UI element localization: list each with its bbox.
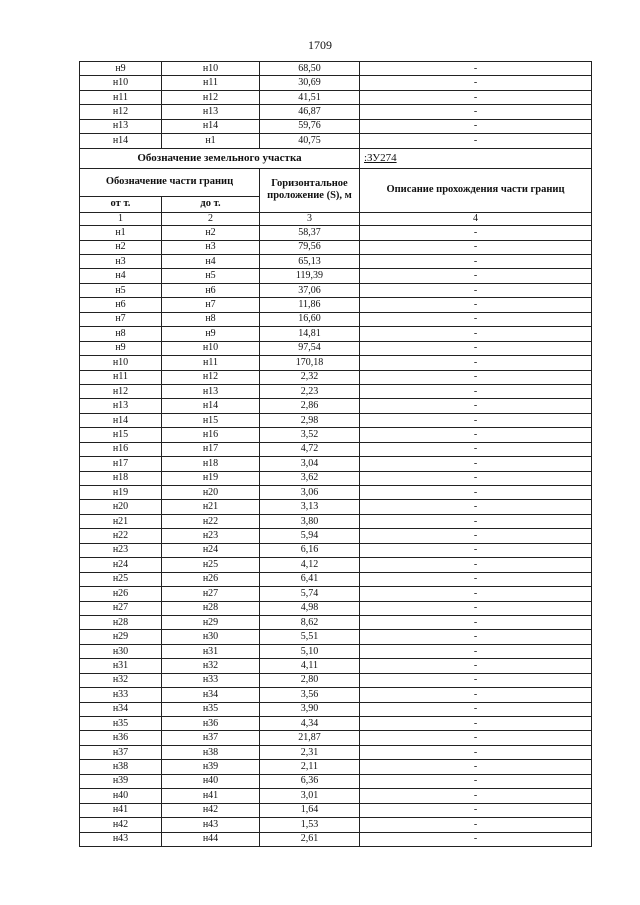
distance-cell: 41,51	[260, 90, 360, 104]
from-point-cell: н40	[80, 789, 162, 803]
to-point-cell: н14	[162, 119, 260, 133]
description-cell: -	[360, 601, 592, 615]
top-rows-section	[80, 62, 592, 149]
from-point-cell: н9	[80, 341, 162, 355]
from-point-cell: н42	[80, 818, 162, 832]
to-point-cell: н12	[162, 90, 260, 104]
to-point-cell: н20	[162, 486, 260, 500]
from-point-cell: н27	[80, 601, 162, 615]
from-point-cell: н22	[80, 529, 162, 543]
to-point-cell: н30	[162, 630, 260, 644]
column-number: 1	[80, 212, 162, 226]
to-point-cell: н12	[162, 370, 260, 384]
column-number: 4	[360, 212, 592, 226]
description-cell: -	[360, 774, 592, 788]
distance-cell: 3,52	[260, 428, 360, 442]
description-cell: -	[360, 240, 592, 254]
distance-cell: 5,51	[260, 630, 360, 644]
table-row	[80, 702, 592, 716]
distance-cell: 2,80	[260, 673, 360, 687]
to-point-cell: н11	[162, 356, 260, 370]
from-point-cell: н30	[80, 644, 162, 658]
description-cell: -	[360, 384, 592, 398]
plot-row	[80, 148, 592, 168]
to-point-cell: н10	[162, 62, 260, 76]
from-point-cell: н28	[80, 615, 162, 629]
from-point-cell: н17	[80, 457, 162, 471]
description-cell: -	[360, 105, 592, 119]
to-point-cell: н25	[162, 558, 260, 572]
table-row	[80, 255, 592, 269]
distance-cell: 3,62	[260, 471, 360, 485]
table-row	[80, 327, 592, 341]
to-point-cell: н22	[162, 514, 260, 528]
description-cell: -	[360, 226, 592, 240]
distance-cell: 6,36	[260, 774, 360, 788]
to-point-cell: н5	[162, 269, 260, 283]
distance-cell: 170,18	[260, 356, 360, 370]
description-cell: -	[360, 818, 592, 832]
distance-cell: 97,54	[260, 341, 360, 355]
table-row	[80, 514, 592, 528]
distance-cell: 3,13	[260, 500, 360, 514]
description-cell: -	[360, 529, 592, 543]
to-point-cell: н18	[162, 457, 260, 471]
from-point-cell: н37	[80, 745, 162, 759]
from-point-cell: н15	[80, 428, 162, 442]
to-point-cell: н7	[162, 298, 260, 312]
table-row	[80, 341, 592, 355]
plot-label: Обозначение земельного участка	[80, 148, 360, 168]
from-point-cell: н3	[80, 255, 162, 269]
to-point-cell: н9	[162, 327, 260, 341]
distance-cell: 3,56	[260, 688, 360, 702]
distance-cell: 2,31	[260, 745, 360, 759]
distance-cell: 5,94	[260, 529, 360, 543]
from-point-cell: н13	[80, 399, 162, 413]
table-row	[80, 587, 592, 601]
to-point-cell: н17	[162, 442, 260, 456]
distance-cell: 4,34	[260, 717, 360, 731]
distance-cell: 2,32	[260, 370, 360, 384]
from-point-cell: н14	[80, 134, 162, 148]
from-point-cell: н36	[80, 731, 162, 745]
table-row	[80, 413, 592, 427]
description-cell: -	[360, 327, 592, 341]
description-cell: -	[360, 298, 592, 312]
to-point-cell: н35	[162, 702, 260, 716]
plot-designation: :ЗУ274	[360, 148, 592, 168]
distance-cell: 59,76	[260, 119, 360, 133]
to-point-cell: н40	[162, 774, 260, 788]
to-point-cell: н2	[162, 226, 260, 240]
from-point-cell: н32	[80, 673, 162, 687]
to-point-cell: н14	[162, 399, 260, 413]
to-point-cell: н10	[162, 341, 260, 355]
table-row	[80, 558, 592, 572]
table-row	[80, 119, 592, 133]
table-row	[80, 356, 592, 370]
column-number: 3	[260, 212, 360, 226]
table-row	[80, 90, 592, 104]
table-row	[80, 543, 592, 557]
description-cell: -	[360, 543, 592, 557]
distance-cell: 3,04	[260, 457, 360, 471]
to-point-cell: н32	[162, 659, 260, 673]
description-cell: -	[360, 399, 592, 413]
from-point-cell: н23	[80, 543, 162, 557]
description-cell: -	[360, 731, 592, 745]
distance-cell: 30,69	[260, 76, 360, 90]
to-point-cell: н36	[162, 717, 260, 731]
description-cell: -	[360, 644, 592, 658]
to-point-cell: н8	[162, 312, 260, 326]
to-point-cell: н13	[162, 384, 260, 398]
table-row	[80, 471, 592, 485]
table-row	[80, 269, 592, 283]
description-cell: -	[360, 356, 592, 370]
description-cell: -	[360, 832, 592, 846]
column-number: 2	[162, 212, 260, 226]
header-from-point: от т.	[80, 196, 162, 212]
distance-cell: 2,98	[260, 413, 360, 427]
from-point-cell: н43	[80, 832, 162, 846]
boundary-table	[79, 61, 592, 847]
table-row	[80, 384, 592, 398]
table-row	[80, 428, 592, 442]
distance-cell: 21,87	[260, 731, 360, 745]
description-cell: -	[360, 587, 592, 601]
description-cell: -	[360, 558, 592, 572]
description-cell: -	[360, 630, 592, 644]
from-point-cell: н12	[80, 384, 162, 398]
description-cell: -	[360, 62, 592, 76]
description-cell: -	[360, 76, 592, 90]
from-point-cell: н35	[80, 717, 162, 731]
to-point-cell: н44	[162, 832, 260, 846]
table-row	[80, 789, 592, 803]
description-cell: -	[360, 119, 592, 133]
description-cell: -	[360, 428, 592, 442]
to-point-cell: н13	[162, 105, 260, 119]
distance-cell: 2,86	[260, 399, 360, 413]
description-cell: -	[360, 688, 592, 702]
table-row	[80, 105, 592, 119]
description-cell: -	[360, 471, 592, 485]
to-point-cell: н21	[162, 500, 260, 514]
distance-cell: 16,60	[260, 312, 360, 326]
description-cell: -	[360, 500, 592, 514]
from-point-cell: н19	[80, 486, 162, 500]
from-point-cell: н2	[80, 240, 162, 254]
from-point-cell: н10	[80, 356, 162, 370]
table-row	[80, 630, 592, 644]
from-point-cell: н31	[80, 659, 162, 673]
distance-cell: 8,62	[260, 615, 360, 629]
from-point-cell: н7	[80, 312, 162, 326]
description-cell: -	[360, 702, 592, 716]
table-row	[80, 457, 592, 471]
column-number-row	[80, 212, 592, 226]
to-point-cell: н29	[162, 615, 260, 629]
table-row	[80, 76, 592, 90]
description-cell: -	[360, 413, 592, 427]
distance-cell: 1,64	[260, 803, 360, 817]
from-point-cell: н4	[80, 269, 162, 283]
to-point-cell: н38	[162, 745, 260, 759]
table-row	[80, 226, 592, 240]
from-point-cell: н25	[80, 572, 162, 586]
distance-cell: 4,12	[260, 558, 360, 572]
to-point-cell: н11	[162, 76, 260, 90]
to-point-cell: н42	[162, 803, 260, 817]
description-cell: -	[360, 615, 592, 629]
header-row-1	[80, 168, 592, 196]
table-row	[80, 818, 592, 832]
from-point-cell: н11	[80, 90, 162, 104]
header-boundary-parts: Обозначение части границ	[80, 168, 260, 196]
to-point-cell: н31	[162, 644, 260, 658]
distance-cell: 14,81	[260, 327, 360, 341]
to-point-cell: н15	[162, 413, 260, 427]
description-cell: -	[360, 803, 592, 817]
table-row	[80, 832, 592, 846]
table-row	[80, 745, 592, 759]
table-row	[80, 486, 592, 500]
table-row	[80, 774, 592, 788]
table-row	[80, 688, 592, 702]
distance-cell: 58,37	[260, 226, 360, 240]
from-point-cell: н38	[80, 760, 162, 774]
table-row	[80, 601, 592, 615]
to-point-cell: н1	[162, 134, 260, 148]
to-point-cell: н28	[162, 601, 260, 615]
distance-cell: 37,06	[260, 283, 360, 297]
distance-cell: 4,98	[260, 601, 360, 615]
description-cell: -	[360, 789, 592, 803]
description-cell: -	[360, 514, 592, 528]
table-row	[80, 673, 592, 687]
from-point-cell: н16	[80, 442, 162, 456]
distance-cell: 119,39	[260, 269, 360, 283]
to-point-cell: н34	[162, 688, 260, 702]
distance-cell: 68,50	[260, 62, 360, 76]
table-row	[80, 399, 592, 413]
distance-cell: 2,11	[260, 760, 360, 774]
from-point-cell: н24	[80, 558, 162, 572]
description-cell: -	[360, 457, 592, 471]
from-point-cell: н9	[80, 62, 162, 76]
to-point-cell: н24	[162, 543, 260, 557]
table-row	[80, 803, 592, 817]
boundary-rows-section	[80, 226, 592, 847]
from-point-cell: н29	[80, 630, 162, 644]
to-point-cell: н37	[162, 731, 260, 745]
description-cell: -	[360, 659, 592, 673]
distance-cell: 3,90	[260, 702, 360, 716]
to-point-cell: н43	[162, 818, 260, 832]
table-row	[80, 500, 592, 514]
table-row	[80, 442, 592, 456]
from-point-cell: н20	[80, 500, 162, 514]
table-row	[80, 370, 592, 384]
from-point-cell: н26	[80, 587, 162, 601]
distance-cell: 40,75	[260, 134, 360, 148]
distance-cell: 5,10	[260, 644, 360, 658]
to-point-cell: н23	[162, 529, 260, 543]
distance-cell: 79,56	[260, 240, 360, 254]
page-number: 1709	[308, 38, 332, 52]
from-point-cell: н21	[80, 514, 162, 528]
distance-cell: 3,01	[260, 789, 360, 803]
from-point-cell: н41	[80, 803, 162, 817]
description-cell: -	[360, 745, 592, 759]
from-point-cell: н34	[80, 702, 162, 716]
distance-cell: 3,80	[260, 514, 360, 528]
distance-cell: 2,61	[260, 832, 360, 846]
table-header	[80, 148, 592, 226]
description-cell: -	[360, 312, 592, 326]
table-row	[80, 298, 592, 312]
from-point-cell: н39	[80, 774, 162, 788]
description-cell: -	[360, 90, 592, 104]
table-row	[80, 283, 592, 297]
description-cell: -	[360, 341, 592, 355]
from-point-cell: н13	[80, 119, 162, 133]
from-point-cell: н5	[80, 283, 162, 297]
table-row	[80, 659, 592, 673]
distance-cell: 46,87	[260, 105, 360, 119]
to-point-cell: н27	[162, 587, 260, 601]
distance-cell: 6,41	[260, 572, 360, 586]
header-horizontal-distance: Горизонтальное проложение (S), м	[260, 168, 360, 212]
distance-cell: 2,23	[260, 384, 360, 398]
description-cell: -	[360, 442, 592, 456]
from-point-cell: н6	[80, 298, 162, 312]
table-row	[80, 312, 592, 326]
to-point-cell: н39	[162, 760, 260, 774]
to-point-cell: н26	[162, 572, 260, 586]
description-cell: -	[360, 572, 592, 586]
description-cell: -	[360, 760, 592, 774]
from-point-cell: н18	[80, 471, 162, 485]
description-cell: -	[360, 269, 592, 283]
table-row	[80, 134, 592, 148]
table-row	[80, 717, 592, 731]
to-point-cell: н16	[162, 428, 260, 442]
distance-cell: 3,06	[260, 486, 360, 500]
from-point-cell: н1	[80, 226, 162, 240]
from-point-cell: н8	[80, 327, 162, 341]
to-point-cell: н6	[162, 283, 260, 297]
distance-cell: 11,86	[260, 298, 360, 312]
from-point-cell: н14	[80, 413, 162, 427]
header-to-point: до т.	[162, 196, 260, 212]
description-cell: -	[360, 255, 592, 269]
table-row	[80, 240, 592, 254]
table-row	[80, 62, 592, 76]
table-row	[80, 731, 592, 745]
from-point-cell: н10	[80, 76, 162, 90]
description-cell: -	[360, 673, 592, 687]
distance-cell: 1,53	[260, 818, 360, 832]
description-cell: -	[360, 717, 592, 731]
distance-cell: 4,11	[260, 659, 360, 673]
from-point-cell: н12	[80, 105, 162, 119]
distance-cell: 6,16	[260, 543, 360, 557]
description-cell: -	[360, 370, 592, 384]
to-point-cell: н41	[162, 789, 260, 803]
table-row	[80, 760, 592, 774]
distance-cell: 4,72	[260, 442, 360, 456]
distance-cell: 65,13	[260, 255, 360, 269]
to-point-cell: н3	[162, 240, 260, 254]
to-point-cell: н19	[162, 471, 260, 485]
table-row	[80, 644, 592, 658]
distance-cell: 5,74	[260, 587, 360, 601]
description-cell: -	[360, 283, 592, 297]
header-description: Описание прохождения части границ	[360, 168, 592, 212]
table-row	[80, 529, 592, 543]
to-point-cell: н33	[162, 673, 260, 687]
table-row	[80, 615, 592, 629]
from-point-cell: н33	[80, 688, 162, 702]
table-row	[80, 572, 592, 586]
to-point-cell: н4	[162, 255, 260, 269]
from-point-cell: н11	[80, 370, 162, 384]
description-cell: -	[360, 486, 592, 500]
description-cell: -	[360, 134, 592, 148]
